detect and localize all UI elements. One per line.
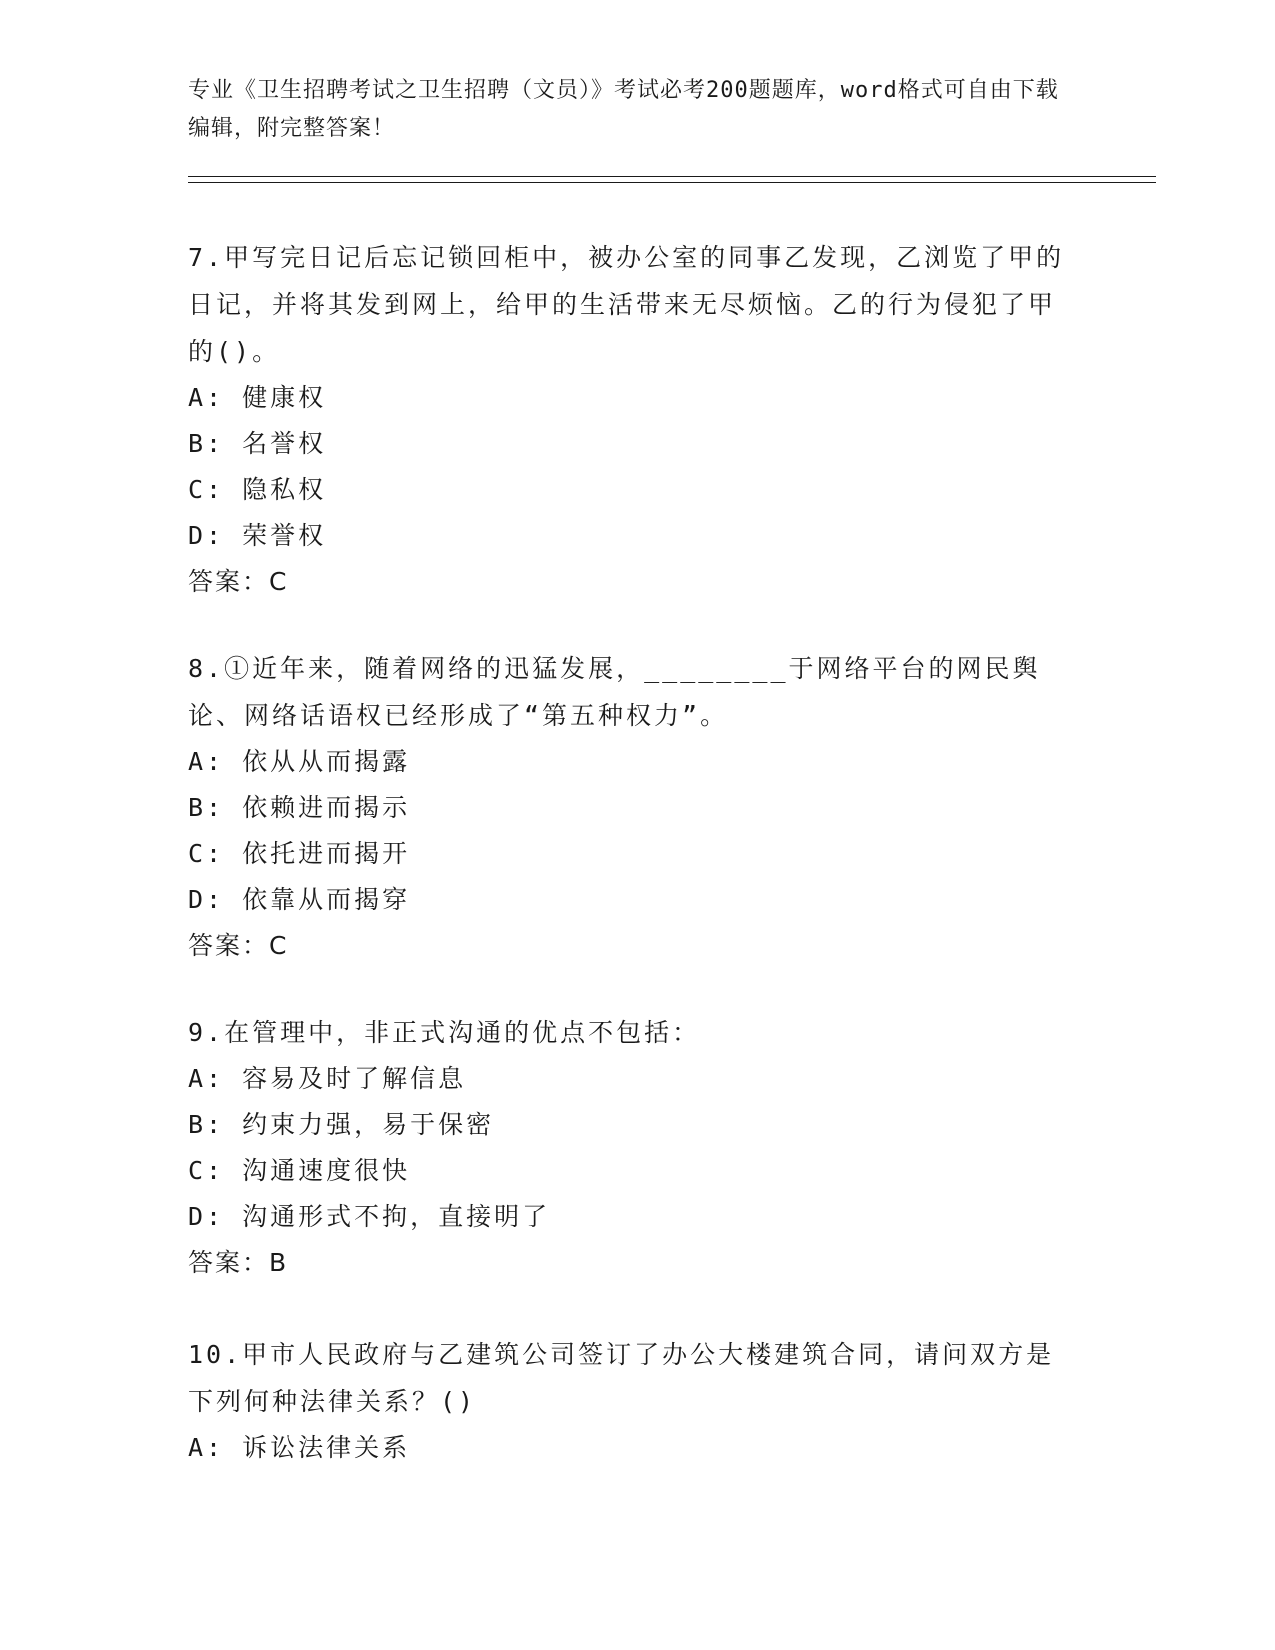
question-stem: 7.甲写完日记后忘记锁回柜中，被办公室的同事乙发现，乙浏览了甲的日记，并将其发到网上，给甲的生活带来无尽烦恼。乙的行为侵犯了甲的()。 xyxy=(188,243,1065,366)
question-10 xyxy=(188,1331,1068,1471)
header-divider-bottom xyxy=(188,182,1156,183)
question-stem: 10.甲市人民政府与乙建筑公司签订了办公大楼建筑合同，请问双方是下列何种法律关系？() xyxy=(188,1340,1055,1416)
question-stem: 9.在管理中，非正式沟通的优点不包括： xyxy=(188,1018,701,1047)
answer: 答案：C xyxy=(188,931,289,960)
option-b: B: 约束力强，易于保密 xyxy=(188,1110,495,1139)
option-a: A: 依从从而揭露 xyxy=(188,747,411,776)
question-8 xyxy=(188,645,1068,969)
header-divider-top xyxy=(188,176,1156,177)
option-c: C: 依托进而揭开 xyxy=(188,839,411,868)
option-d: D: 沟通形式不拘，直接明了 xyxy=(188,1202,551,1231)
option-a: A: 容易及时了解信息 xyxy=(188,1064,467,1093)
option-d: D: 荣誉权 xyxy=(188,521,327,550)
answer: 答案：C xyxy=(188,567,289,596)
option-b: B: 依赖进而揭示 xyxy=(188,793,411,822)
option-c: C: 隐私权 xyxy=(188,475,327,504)
question-stem: 8.①近年来，随着网络的迅猛发展，________于网络平台的网民舆论、网络话语权已经形成了“第五种权力”。 xyxy=(188,654,1041,730)
question-7 xyxy=(188,234,1068,605)
answer: 答案：B xyxy=(188,1248,289,1277)
option-a: A: 健康权 xyxy=(188,383,327,412)
option-a: A: 诉讼法律关系 xyxy=(188,1433,411,1462)
option-d: D: 依靠从而揭穿 xyxy=(188,885,411,914)
document-header: 专业《卫生招聘考试之卫生招聘（文员）》考试必考200题题库，word格式可自由下载编辑，附完整答案！ xyxy=(188,78,1059,141)
question-9 xyxy=(188,1009,1068,1286)
option-b: B: 名誉权 xyxy=(188,429,327,458)
option-c: C: 沟通速度很快 xyxy=(188,1156,411,1185)
